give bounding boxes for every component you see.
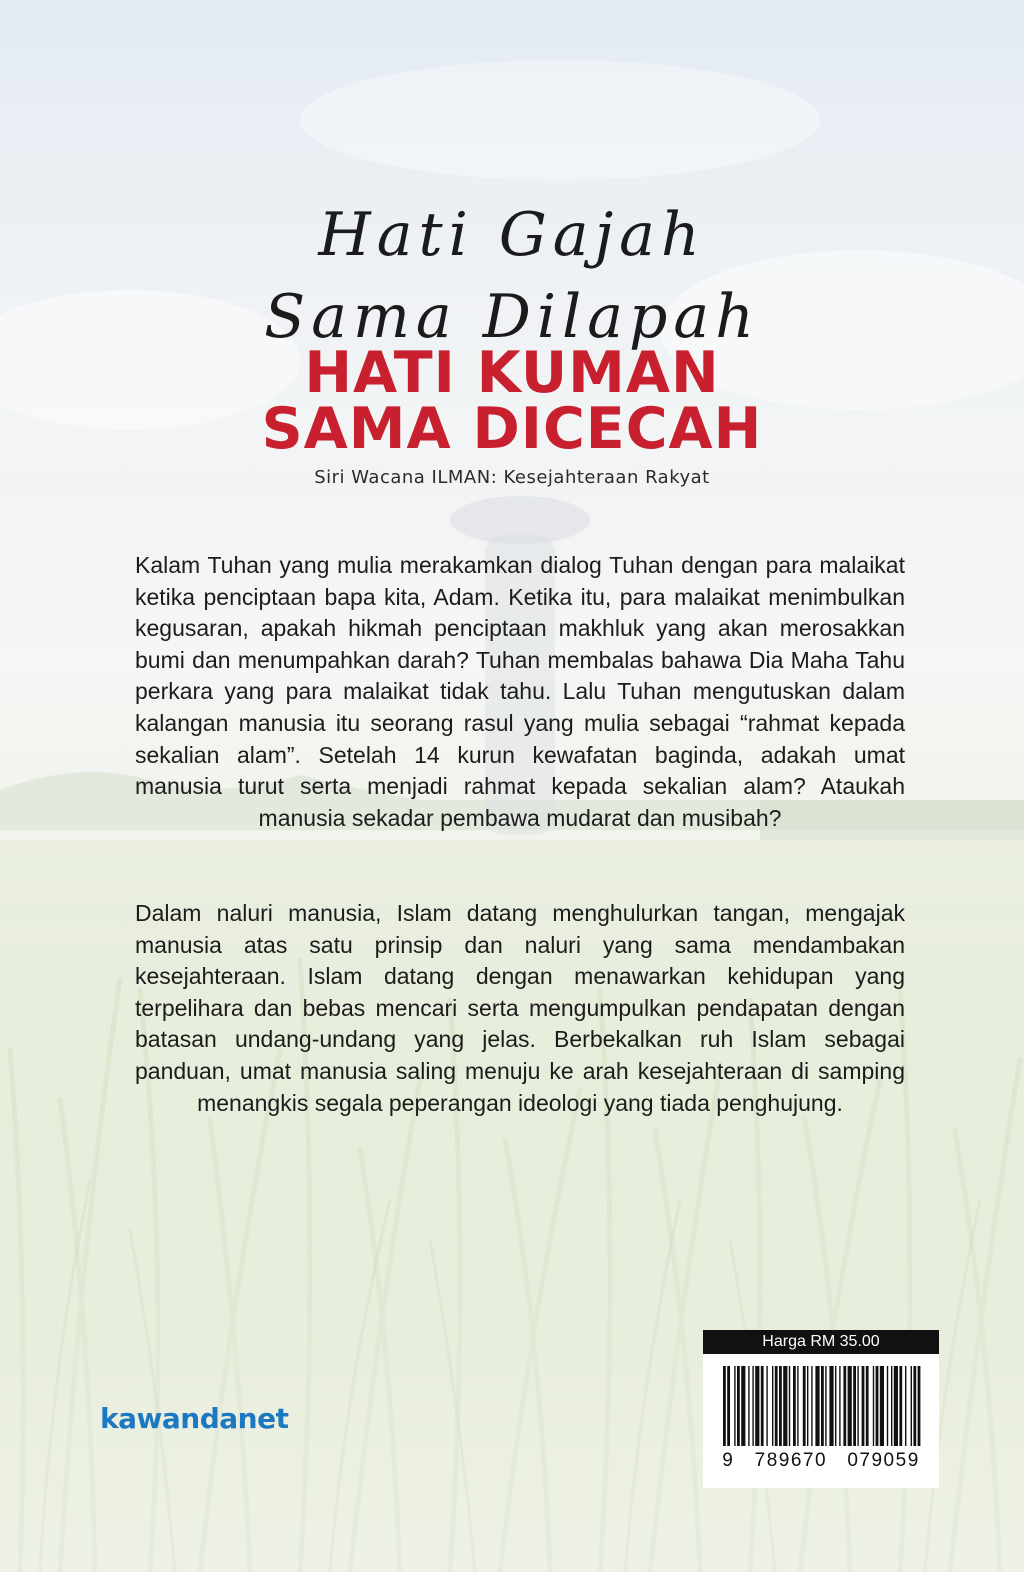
barcode-bar [918, 1366, 921, 1446]
barcode-bar [727, 1366, 730, 1446]
barcode-bar [723, 1366, 726, 1446]
barcode-bar [741, 1366, 745, 1446]
barcode-bar [866, 1366, 869, 1446]
blurb-paragraph-2: Dalam naluri manusia, Islam datang menghulurkan tangan, mengajak manusia atas satu prinsip dan naluri yang sama mendambakan kesejahteraan. Islam datang dengan menawarkan kehidupan yang terpelihara dan bebas mencari serta mengumpulkan pendapatan dengan batasan undang-undang yang jelas. Berbekalkan ruh Islam sebagai panduan, umat manusia saling menuju ke arah kesejahteraan di samping menangkis segala peperangan ideologi yang tiada penghujung. [135, 900, 905, 1116]
barcode-bar [779, 1366, 782, 1446]
publisher-logo: kawandanet [100, 1402, 289, 1435]
title-script-line-1: Hati Gajah [318, 200, 706, 270]
barcode-bar [772, 1366, 773, 1446]
barcode-bar [862, 1366, 865, 1446]
barcode-bar [829, 1366, 833, 1446]
barcode-bar [815, 1366, 819, 1446]
barcode-bar [748, 1366, 749, 1446]
barcode-bar [891, 1366, 892, 1446]
barcode-bar [853, 1366, 856, 1446]
barcode-bar [793, 1366, 796, 1446]
barcode-bar [737, 1366, 740, 1446]
barcode-bar [857, 1366, 858, 1446]
barcode-bar [734, 1366, 735, 1446]
barcode-bar [752, 1366, 753, 1446]
barcode-bar [811, 1366, 812, 1446]
barcode-bar [876, 1366, 879, 1446]
barcode-bars [721, 1366, 921, 1450]
series-subtitle: Siri Wacana ILMAN: Kesejahteraan Rakyat [314, 467, 710, 488]
barcode-bar [821, 1366, 824, 1446]
title-bold-line-2: SAMA DICECAH [261, 396, 763, 462]
barcode-bar [899, 1366, 902, 1446]
barcode-bar [789, 1366, 790, 1446]
price-label: Harga RM 35.00 [703, 1330, 939, 1354]
barcode-bar [783, 1366, 787, 1446]
barcode-bar [894, 1366, 898, 1446]
barcode-bar [848, 1366, 852, 1446]
barcode-bar [887, 1366, 888, 1446]
blurb-paragraph-1: Kalam Tuhan yang mulia merakamkan dialog Tuhan dengan para malaikat ketika penciptaan bapa kita, Adam. Ketika itu, para malaikat menimbulkan kegusaran, apakah hikmah penciptaan makhluk yang akan merosakkan bumi dan menumpahkan darah? Tuhan membalas bahawa Dia Maha Tahu perkara yang para malaikat tidak tahu. Lalu Tuhan mengutuskan dalam kalangan manusia itu seorang rasul yang mulia sebagai “rahmat kepada sekalian alam”. Setelah 14 kurun kewafatan baginda, adakah umat manusia turut serta menjadi rahmat kepada sekalian alam? Ataukah manusia sekadar pembawa mudarat dan musibah? [135, 552, 905, 831]
isbn-number: 9 789670 079059 [722, 1450, 920, 1471]
isbn-barcode [703, 1354, 939, 1488]
barcode-bar [825, 1366, 826, 1446]
barcode-bar [755, 1366, 759, 1446]
barcode-bar [775, 1366, 778, 1446]
barcode-bar [905, 1366, 906, 1446]
barcode-bar [873, 1366, 874, 1446]
barcode-bar [835, 1366, 836, 1446]
barcode-bar [766, 1366, 767, 1446]
barcode-bar [761, 1366, 764, 1446]
barcode-bar [880, 1366, 884, 1446]
barcode-bar [843, 1366, 846, 1446]
barcode-bar [911, 1366, 912, 1446]
barcode-bar [839, 1366, 840, 1446]
barcode-bar [913, 1366, 916, 1446]
barcode-bar [807, 1366, 808, 1446]
barcode-bar [797, 1366, 798, 1446]
title-script-line-2: Sama Dilapah [264, 282, 760, 352]
title-bold-line-1: HATI KUMAN [304, 340, 720, 406]
barcode-bar [803, 1366, 806, 1446]
